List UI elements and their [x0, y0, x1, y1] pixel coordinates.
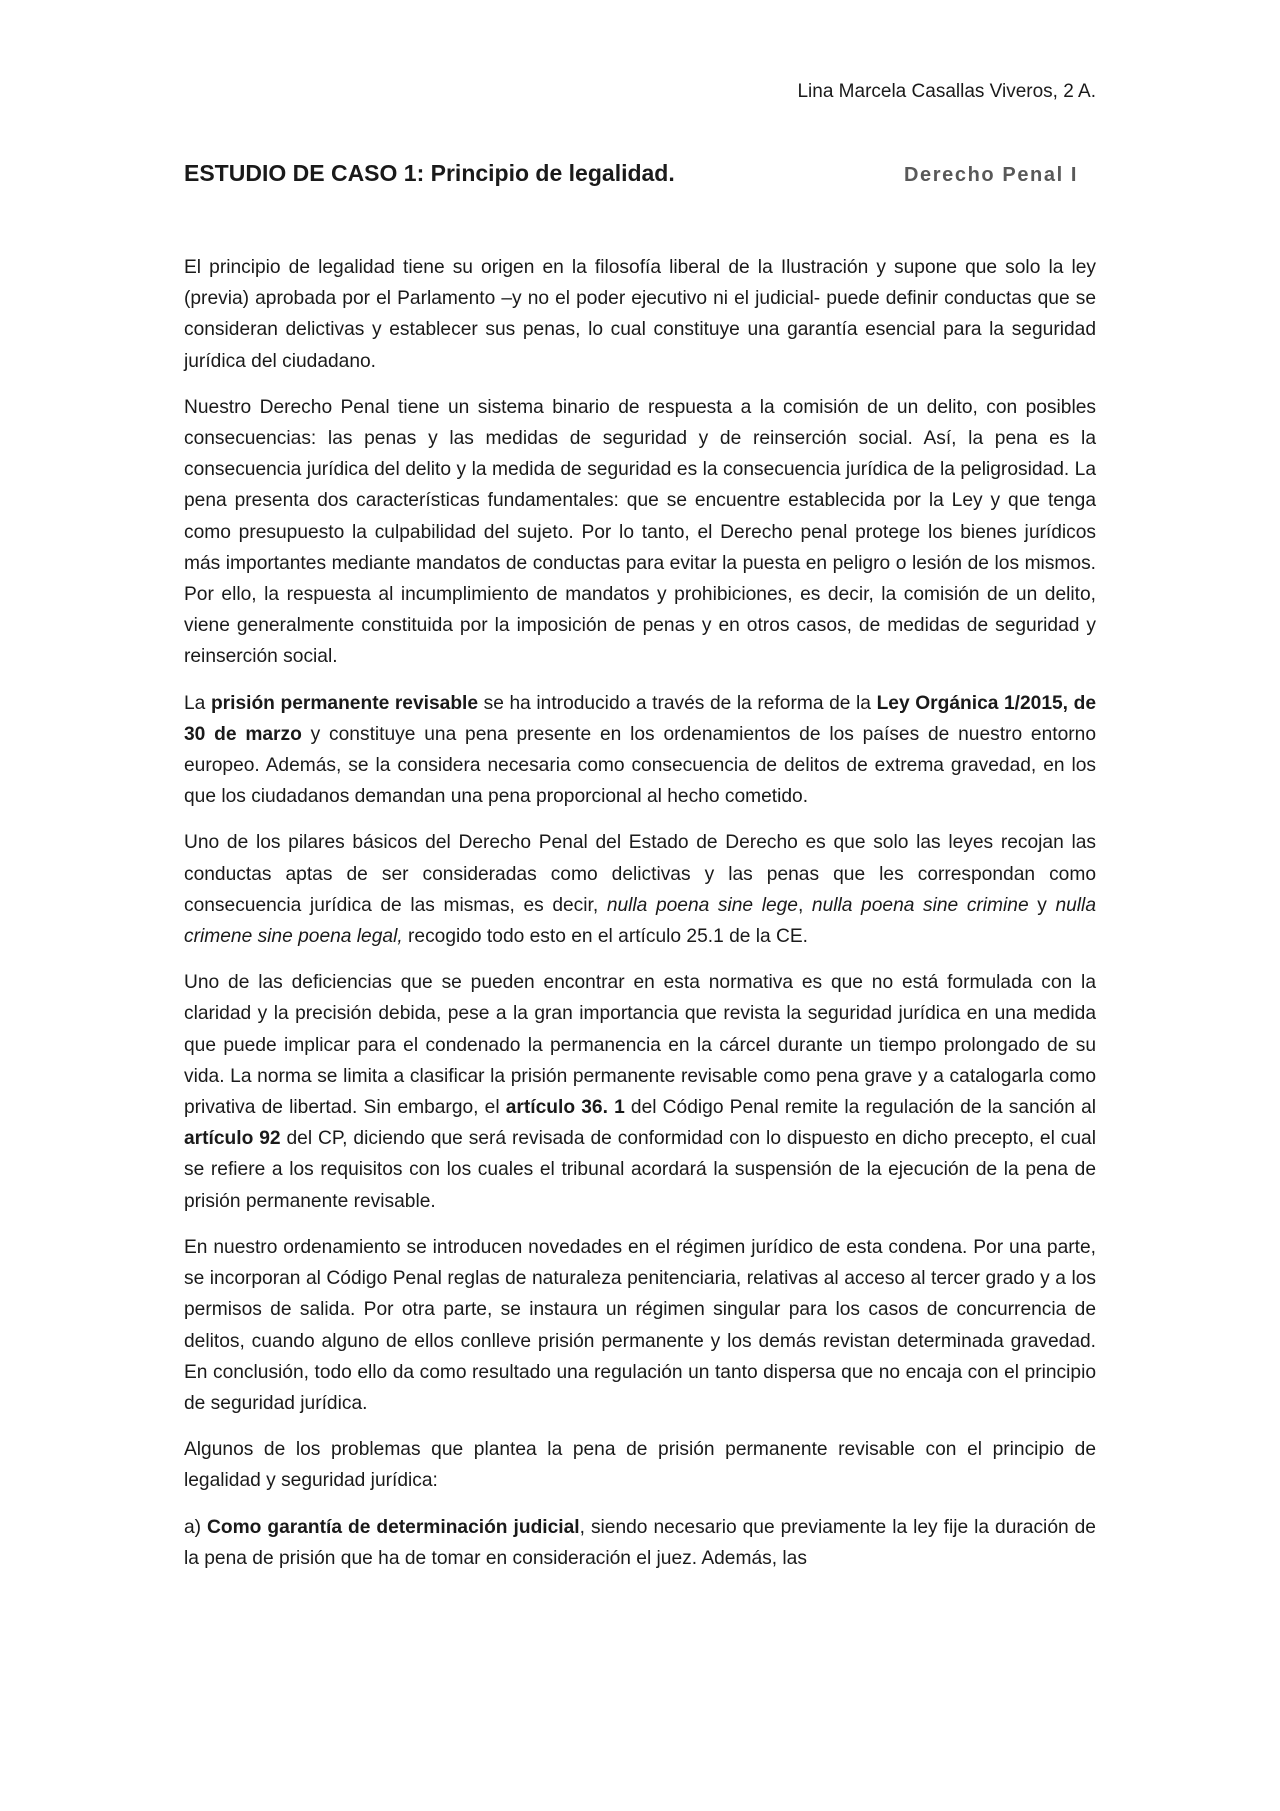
- subject-label: Derecho Penal I: [904, 164, 1079, 186]
- text-run: del CP, diciendo que será revisada de conformidad con lo dispuesto en dicho precepto, el cual se refiere a los requisitos con los cuales el tribunal acordará la suspensión de la ejecución de la pena de prisión permanente revisable.: [184, 1128, 1096, 1212]
- paragraph-7: Algunos de los problemas que plantea la pena de prisión permanente revisable con el principio de legalidad y seguridad jurídica:: [184, 1439, 1096, 1492]
- text-run: y: [1028, 894, 1056, 916]
- document-title: ESTUDIO DE CASO 1: Principio de legalidad.: [184, 160, 675, 186]
- bold-term: prisión permanente revisable: [210, 692, 479, 714]
- author-line: Lina Marcela Casallas Viveros, 2 A.: [797, 81, 1096, 102]
- bold-term: Como garantía de determinación judicial: [207, 1516, 580, 1538]
- text-run: se ha introducido a través de la reforma de la: [478, 692, 877, 714]
- paragraph-4: [184, 827, 1096, 952]
- paragraph-8: [184, 1512, 1096, 1574]
- paragraph-6: En nuestro ordenamiento se introducen novedades en el régimen jurídico de esta condena. Por una parte, se incorporan al Código Penal reglas de naturaleza penitenciaria, relativas al acceso al tercer grado y a los permisos de salida. Por otra parte, se instaura un régimen singular para los casos de concurrencia de delitos, cuando alguno de ellos conlleve prisión permanente y los demás revistan determinada gravedad. En conclusión, todo ello da como resultado una regulación un tanto dispersa que no encaja con el principio de seguridad jurídica.: [184, 1236, 1096, 1414]
- text-run: recogido todo esto en el artículo 25.1 de la CE.: [402, 926, 808, 948]
- text-run: a): [184, 1516, 208, 1538]
- text-run: del Código Penal remite la regulación de la sanción al: [624, 1097, 1097, 1119]
- paragraph-1: El principio de legalidad tiene su origen en la filosofía liberal de la Ilustración y supone que solo la ley (previa) aprobada por el Parlamento –y no el poder ejecutivo ni el judicial- puede definir conductas que se consideran delictivas y establecer sus penas, lo cual constituye una garantía esencial para la seguridad jurídica del ciudadano.: [184, 257, 1096, 372]
- paragraph-3: [184, 688, 1096, 813]
- bold-term: artículo 36. 1: [505, 1097, 625, 1119]
- latin-phrase: nulla poena sine crimine: [811, 894, 1029, 916]
- bold-term: artículo 92: [184, 1128, 281, 1150]
- latin-phrase: nulla crimene sine poena legal,: [184, 894, 1096, 948]
- text-run: ,: [797, 894, 812, 916]
- text-run: Uno de las deficiencias que se pueden encontrar en esta normativa es que no está formulada con la claridad y la precisión debida, pese a la gran importancia que revista la seguridad jurídica en una medida que puede implicar para el condenado la permanencia en la cárcel durante un tiempo prolongado de su vida. La norma se limita a clasificar la prisión permanente revisable como pena grave y a catalogarla como privativa de libertad. Sin embargo, el: [184, 972, 1096, 1119]
- paragraph-5: [184, 967, 1096, 1217]
- text-run: , siendo necesario que previamente la ley fije la duración de la pena de prisión que ha de tomar en consideración el juez. Además, las: [184, 1516, 1096, 1569]
- text-run: Uno de los pilares básicos del Derecho Penal del Estado de Derecho es que solo las leyes recojan las conductas aptas de ser consideradas como delictivas y las penas que les correspondan como consecuencia jurídica de las mismas, es decir,: [184, 832, 1096, 916]
- document-body: [184, 252, 1096, 1589]
- text-run: y constituye una pena presente en los ordenamientos de los países de nuestro entorno europeo. Además, se la considera necesaria como consecuencia de delitos de extrema gravedad, en los que los ciudadanos demandan una pena proporcional al hecho cometido.: [184, 723, 1096, 808]
- title-row: [184, 158, 1096, 190]
- text-run: La: [184, 692, 211, 714]
- bold-term: Ley Orgánica 1/2015, de 30 de marzo: [184, 692, 1096, 745]
- paragraph-2: Nuestro Derecho Penal tiene un sistema binario de respuesta a la comisión de un delito, con posibles consecuencias: las penas y las medidas de seguridad y de reinserción social. Así, la pena es la consecuencia jurídica del delito y la medida de seguridad es la consecuencia jurídica de la peligrosidad. La pena presenta dos características fundamentales: que se encuentre establecida por la Ley y que tenga como presupuesto la culpabilidad del sujeto. Por lo tanto, el Derecho penal protege los bienes jurídicos más importantes mediante mandatos de conductas para evitar la puesta en peligro o lesión de los mismos. Por ello, la respuesta al incumplimiento de mandatos y prohibiciones, es decir, la comisión de un delito, viene generalmente constituida por la imposición de penas y en otros casos, de medidas de seguridad y reinserción social.: [184, 396, 1096, 668]
- latin-phrase: nulla poena sine lege: [606, 894, 798, 916]
